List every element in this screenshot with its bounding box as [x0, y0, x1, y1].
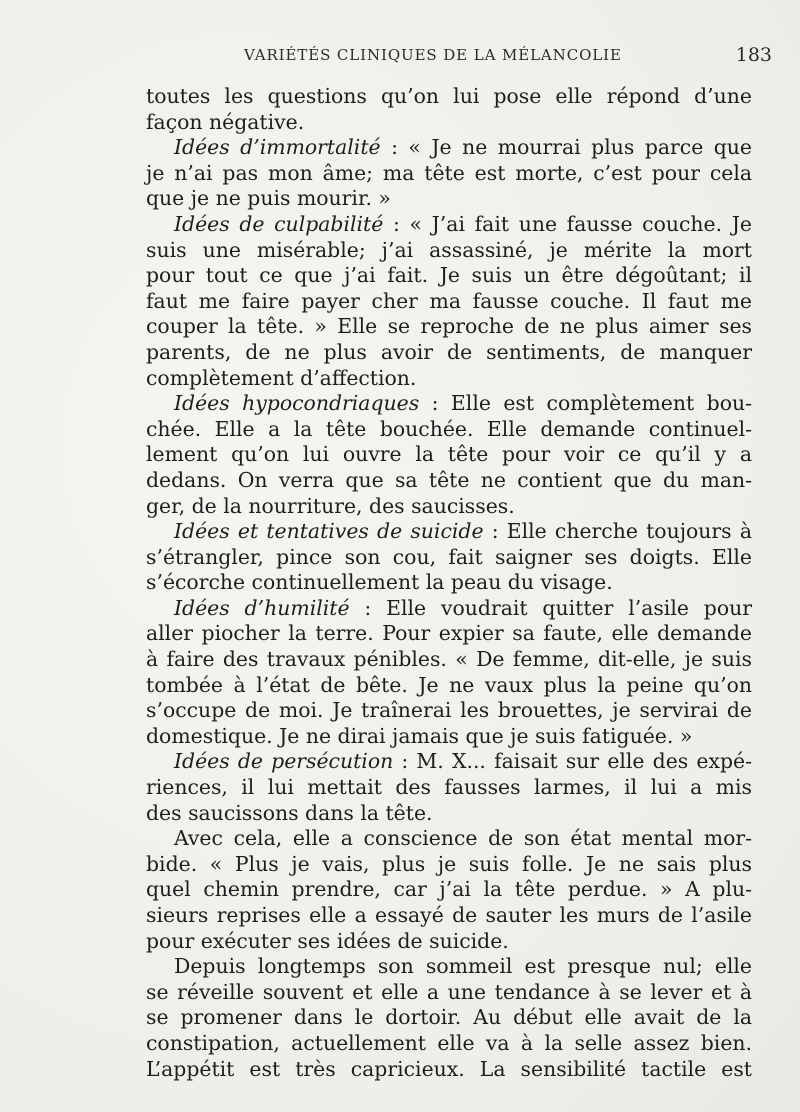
text-segment: couper la tête. » Elle se reproche de ne plus aimer ses — [146, 314, 752, 339]
text-line — [146, 1031, 752, 1057]
text-segment: tombée à l’état de bête. Je ne vaux plus la peine qu’on — [146, 672, 752, 697]
text-segment: à faire des travaux pénibles. « De femme, dit-elle, je suis — [146, 647, 752, 672]
italic-heading: Idées de persécution — [174, 749, 394, 774]
text-line — [146, 570, 752, 596]
text-segment: domestique. Je ne dirai jamais que je suis fatiguée. » — [146, 723, 693, 748]
text-segment: dedans. On verra que sa tête ne contient que du man- — [146, 467, 752, 492]
text-line — [146, 340, 752, 366]
text-segment: complètement d’affection. — [146, 365, 417, 390]
text-segment: ger, de la nourriture, des saucisses. — [146, 493, 515, 518]
text-segment: suis une misérable; j’ai assassiné, je mérite la mort — [146, 237, 752, 262]
text-line — [146, 135, 752, 161]
text-segment: que je ne puis mourir. » — [146, 186, 391, 211]
running-title: VARIÉTÉS CLINIQUES DE LA MÉLANCOLIE — [244, 46, 622, 64]
text-line — [146, 698, 752, 724]
italic-heading: Idées hypocondriaques — [174, 391, 420, 416]
text-segment: L’appétit est très capricieux. La sensibilité tactile est — [146, 1056, 752, 1081]
text-line — [146, 1005, 752, 1031]
text-line — [146, 519, 752, 545]
text-line — [146, 84, 752, 110]
text-segment: constipation, actuellement elle va à la selle assez bien. — [146, 1030, 752, 1055]
text-line — [146, 238, 752, 264]
text-line — [146, 289, 752, 315]
text-segment: pour exécuter ses idées de suicide. — [146, 928, 509, 953]
text-segment: : M. X... faisait sur elle des expé- — [393, 749, 752, 774]
text-line — [146, 494, 752, 520]
text-line — [146, 647, 752, 673]
text-line — [146, 596, 752, 622]
text-line — [146, 621, 752, 647]
text-line — [146, 366, 752, 392]
page-number: 183 — [735, 44, 772, 66]
text-segment: s’écorche continuellement la peau du visage. — [146, 570, 613, 595]
text-line — [146, 314, 752, 340]
text-line — [146, 775, 752, 801]
text-segment: se réveille souvent et elle a une tendance à se lever et à — [146, 979, 752, 1004]
text-segment: se promener dans le dortoir. Au début elle avait de la — [146, 1005, 752, 1030]
text-line — [146, 468, 752, 494]
italic-heading: Idées d’humilité — [174, 595, 350, 620]
text-segment: quel chemin prendre, car j’ai la tête perdue. » A plu- — [146, 877, 752, 902]
text-segment: bide. « Plus je vais, plus je suis folle. Je ne sais plus — [146, 851, 752, 876]
text-line — [146, 263, 752, 289]
text-line — [146, 161, 752, 187]
text-segment: chée. Elle a la tête bouchée. Elle demande continuel- — [146, 416, 752, 441]
italic-heading: Idées de culpabilité — [174, 211, 384, 236]
text-segment: : Elle est complètement bou- — [419, 391, 752, 416]
text-line — [146, 749, 752, 775]
text-segment: des saucissons dans la tête. — [146, 800, 433, 825]
text-segment: je n’ai pas mon âme; ma tête est morte, c’est pour cela — [146, 160, 752, 185]
text-segment: s’étrangler, pince son cou, fait saigner ses doigts. Elle — [146, 544, 752, 569]
text-line — [146, 801, 752, 827]
text-segment: : « J’ai fait une fausse couche. Je — [383, 211, 752, 236]
text-segment: toutes les questions qu’on lui pose elle répond d’une — [146, 84, 752, 108]
text-line — [146, 877, 752, 903]
text-segment: Avec cela, elle a conscience de son état mental mor- — [174, 826, 752, 851]
text-segment: s’occupe de moi. Je traînerai les brouettes, je servirai de — [146, 698, 752, 723]
text-line — [146, 417, 752, 443]
text-line — [146, 852, 752, 878]
text-line — [146, 903, 752, 929]
text-segment: : Elle cherche toujours à — [483, 519, 752, 544]
text-segment: lement qu’on lui ouvre la tête pour voir ce qu’il y a — [146, 442, 752, 467]
page-header — [244, 46, 772, 74]
text-segment: : « Je ne mourrai plus parce que — [380, 135, 752, 160]
text-segment: riences, il lui mettait des fausses larmes, il lui a mis — [146, 775, 752, 800]
text-line — [146, 442, 752, 468]
text-line — [146, 186, 752, 212]
text-segment: aller piocher la terre. Pour expier sa faute, elle demande — [146, 621, 752, 646]
text-segment: sieurs reprises elle a essayé de sauter les murs de l’asile — [146, 903, 752, 927]
text-line — [146, 1057, 752, 1083]
text-segment: pour tout ce que j’ai fait. Je suis un être dégoûtant; il — [146, 263, 752, 288]
text-segment: faut me faire payer cher ma fausse couche. Il faut me — [146, 288, 752, 313]
text-line — [146, 929, 752, 955]
text-line — [146, 391, 752, 417]
body-text — [146, 84, 752, 1082]
text-line — [146, 954, 752, 980]
text-line — [146, 724, 752, 750]
italic-heading: Idées et tentatives de suicide — [174, 519, 484, 544]
text-segment: parents, de ne plus avoir de sentiments, de manquer — [146, 339, 752, 364]
italic-heading: Idées d’immortalité — [174, 135, 381, 160]
text-line — [146, 545, 752, 571]
text-line — [146, 110, 752, 136]
text-line — [146, 980, 752, 1006]
text-line — [146, 212, 752, 238]
text-segment: : Elle voudrait quitter l’asile pour — [349, 595, 752, 620]
text-segment: Depuis longtemps son sommeil est presque nul; elle — [174, 954, 752, 979]
text-segment: façon négative. — [146, 109, 305, 134]
text-line — [146, 826, 752, 852]
text-line — [146, 673, 752, 699]
